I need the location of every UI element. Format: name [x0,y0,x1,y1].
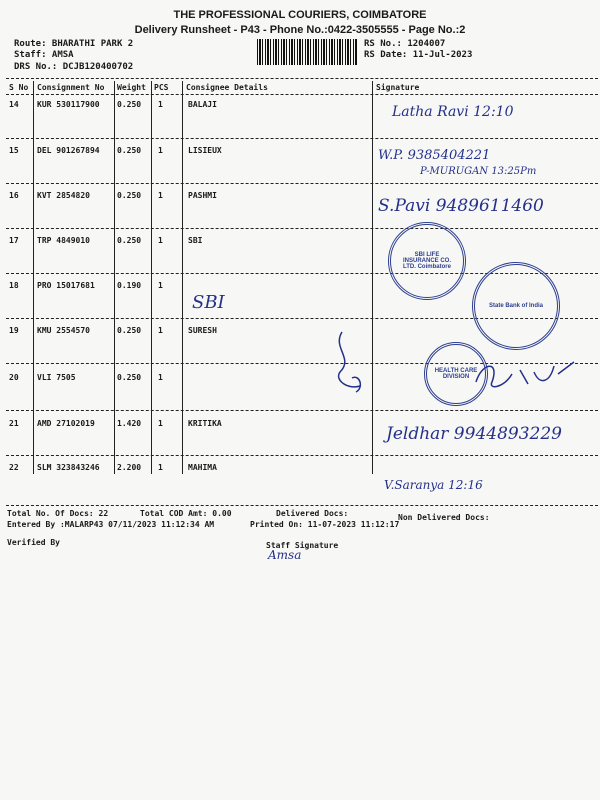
total-docs: Total No. Of Docs: 22 [7,509,109,518]
cell-pcs: 1 [158,100,163,109]
cell-consignment: KVT 2854820 [37,191,90,200]
handwritten-signature-15b: P-MURUGAN 13:25Pm [420,166,537,177]
rs-date: RS Date: 11-Jul-2023 [364,50,473,60]
cell-consignee: SURESH [188,326,217,335]
cell-weight: 1.420 [117,419,142,428]
col-header-sno: S No [9,83,29,92]
row-separator [6,138,598,139]
state-bank-stamp [472,262,560,350]
table-header-rule [6,94,598,95]
barcode [257,39,357,65]
cell-weight: 0.250 [117,191,142,200]
cell-weight: 0.250 [117,326,142,335]
cell-sno: 22 [9,463,19,472]
cell-weight: 0.190 [117,281,142,290]
row-separator [6,228,598,229]
cell-consignee: MAHIMA [188,463,217,472]
table-top-rule [6,78,598,79]
cell-consignment: TRP 4849010 [37,236,90,245]
cell-consignment: VLI 7505 [37,373,76,382]
column-divider [114,81,115,474]
row-separator [6,410,598,411]
col-header-pcs: PCS [154,83,169,92]
rs-number: RS No.: 1204007 [364,39,446,49]
cell-pcs: 1 [158,146,163,155]
cell-consignment: KUR 530117900 [37,100,100,109]
cell-sno: 15 [9,146,19,155]
handwritten-sbi: SBI [192,292,225,313]
col-header-weight: Weight [117,83,146,92]
cell-consignment: DEL 901267894 [37,146,100,155]
cell-consignment: AMD 27102019 [37,419,95,428]
cell-weight: 0.250 [117,236,142,245]
route-label: Route: BHARATHI PARK 2 [14,39,134,49]
column-divider [182,81,183,474]
cell-sno: 14 [9,100,19,109]
cell-sno: 16 [9,191,19,200]
column-divider [372,81,373,474]
cell-sno: 21 [9,419,19,428]
stamp-text: HEALTH CARE DIVISION [434,368,478,380]
column-divider [33,81,34,474]
cell-sno: 19 [9,326,19,335]
staff-label: Staff: AMSA [14,50,74,60]
cell-pcs: 1 [158,463,163,472]
company-name: THE PROFESSIONAL COURIERS, COIMBATORE [173,9,427,21]
column-divider [151,81,152,474]
handwritten-signature-16: S.Pavi 9489611460 [378,196,544,216]
runsheet-title: Delivery Runsheet - P43 - Phone No.:0422-3505555 - Page No.:2 [134,24,466,36]
row-separator [6,455,598,456]
cell-consignee: PASHMI [188,191,217,200]
cell-consignment: KMU 2554570 [37,326,90,335]
stamp-text: SBI LIFE INSURANCE CO. LTD. Coimbatore [402,252,451,270]
staff-signature-label: Staff Signature [266,541,339,550]
cell-consignment: PRO 15017681 [37,281,95,290]
cell-consignee: BALAJI [188,100,217,109]
handwritten-scribble [330,328,370,398]
row-separator [6,183,598,184]
total-cod: Total COD Amt: 0.00 [140,509,232,518]
stamp-text: State Bank of India [488,303,543,309]
table-bottom-rule [6,505,598,506]
cell-consignee: LISIEUX [188,146,222,155]
handwritten-signature-22: V.Saranya 12:16 [384,478,483,492]
cell-consignee: SBI [188,236,203,245]
handwritten-signature-21: Jeldhar 9944893229 [386,424,562,444]
handwritten-signature-14: Latha Ravi 12:10 [392,104,514,120]
health-care-stamp [424,342,488,406]
col-header-signature: Signature [376,83,420,92]
cell-pcs: 1 [158,281,163,290]
col-header-consignment: Consignment No [37,83,105,92]
handwritten-signature-15: W.P. 9385404221 [378,148,491,163]
entered-by: Entered By :MALARP43 07/11/2023 11:12:34 AM [7,520,215,529]
col-header-consignee: Consignee Details [186,83,268,92]
cell-pcs: 1 [158,326,163,335]
cell-sno: 20 [9,373,19,382]
non-delivered-docs: Non Delivered Docs: [398,513,490,522]
cell-sno: 17 [9,236,19,245]
delivered-docs: Delivered Docs: [276,509,349,518]
cell-weight: 0.250 [117,373,142,382]
cell-pcs: 1 [158,373,163,382]
sbi-life-stamp [388,222,466,300]
cell-pcs: 1 [158,236,163,245]
cell-weight: 0.250 [117,100,142,109]
drs-number: DRS No.: DCJB120400702 [14,62,134,72]
cell-pcs: 1 [158,191,163,200]
printed-on: Printed On: 11-07-2023 11:12:17 [250,520,400,529]
cell-pcs: 1 [158,419,163,428]
cell-consignment: SLM 323843246 [37,463,100,472]
verified-by: Verified By [7,538,60,547]
cell-weight: 2.200 [117,463,142,472]
staff-signature-hand: Amsa [268,548,302,562]
cell-weight: 0.250 [117,146,142,155]
cell-sno: 18 [9,281,19,290]
cell-consignee: KRITIKA [188,419,222,428]
